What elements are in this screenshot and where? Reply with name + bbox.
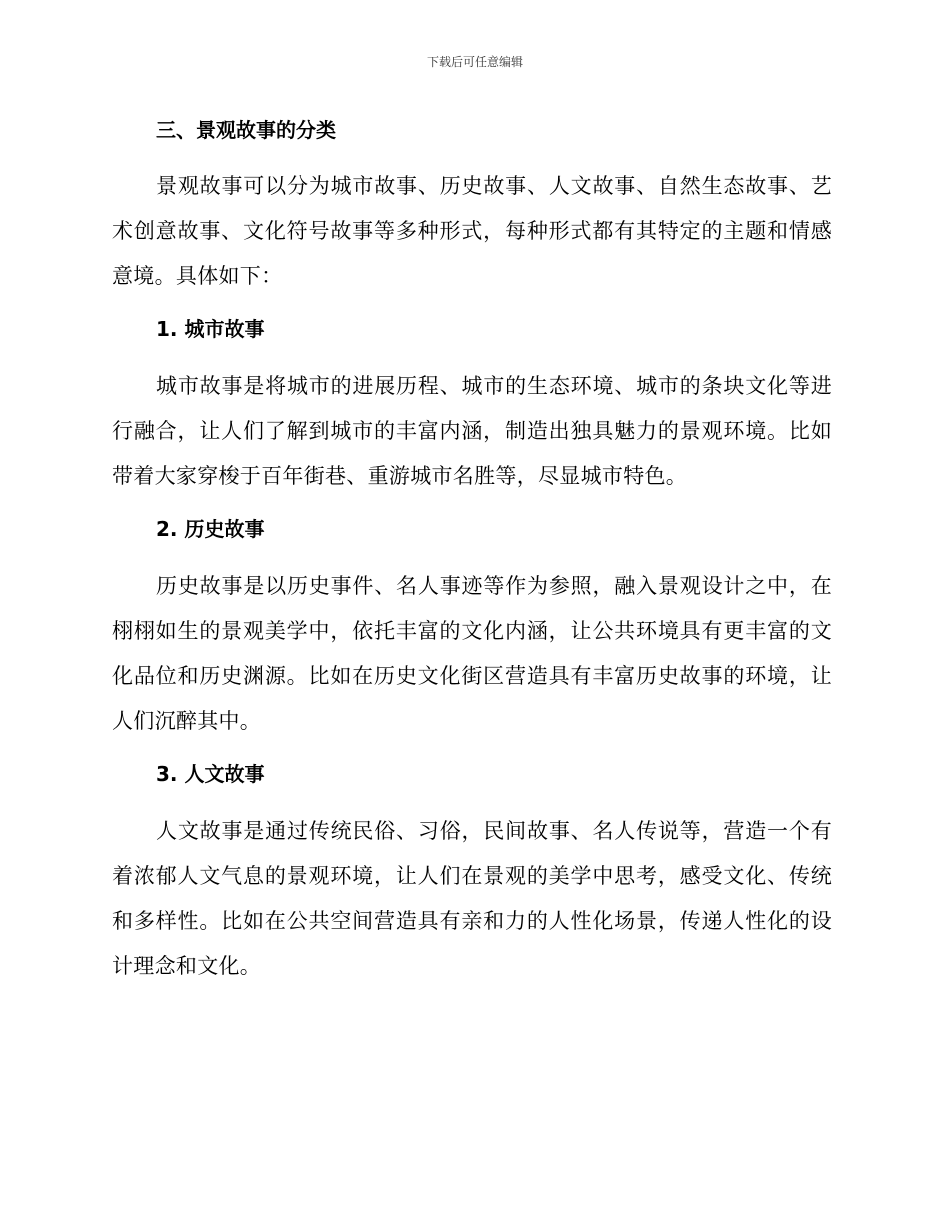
section-intro-paragraph: 景观故事可以分为城市故事、历史故事、人文故事、自然生态故事、艺术创意故事、文化符号故事等多种形式，每种形式都有其特定的主题和情感意境。具体如下：	[112, 174, 832, 288]
subsection-body-history-story: 历史故事是以历史事件、名人事迹等作为参照，融入景观设计之中，在栩栩如生的景观美学中，依托丰富的文化内涵，让公共环境具有更丰富的文化品位和历史渊源。比如在历史文化街区营造具有丰富历史故事的环境，让人们沉醉其中。	[112, 574, 832, 733]
subsection-title-humanities-story: 3. 人文故事	[156, 762, 265, 786]
running-header: 下载后可任意编辑	[426, 55, 523, 69]
page-content	[112, 112, 832, 1001]
subsection-title-city-story: 1. 城市故事	[156, 317, 265, 341]
subsection-title-history-story: 2. 历史故事	[156, 517, 265, 541]
subsection-body-city-story: 城市故事是将城市的进展历程、城市的生态环境、城市的条块文化等进行融合，让人们了解到城市的丰富内涵，制造出独具魅力的景观环境。比如带着大家穿梭于百年街巷、重游城市名胜等，尽显城市特色。	[112, 374, 832, 488]
section-title: 三、景观故事的分类	[156, 118, 336, 142]
subsection-body-humanities-story: 人文故事是通过传统民俗、习俗，民间故事、名人传说等，营造一个有着浓郁人文气息的景观环境，让人们在景观的美学中思考，感受文化、传统和多样性。比如在公共空间营造具有亲和力的人性化场景，传递人性化的设计理念和文化。	[112, 819, 832, 978]
